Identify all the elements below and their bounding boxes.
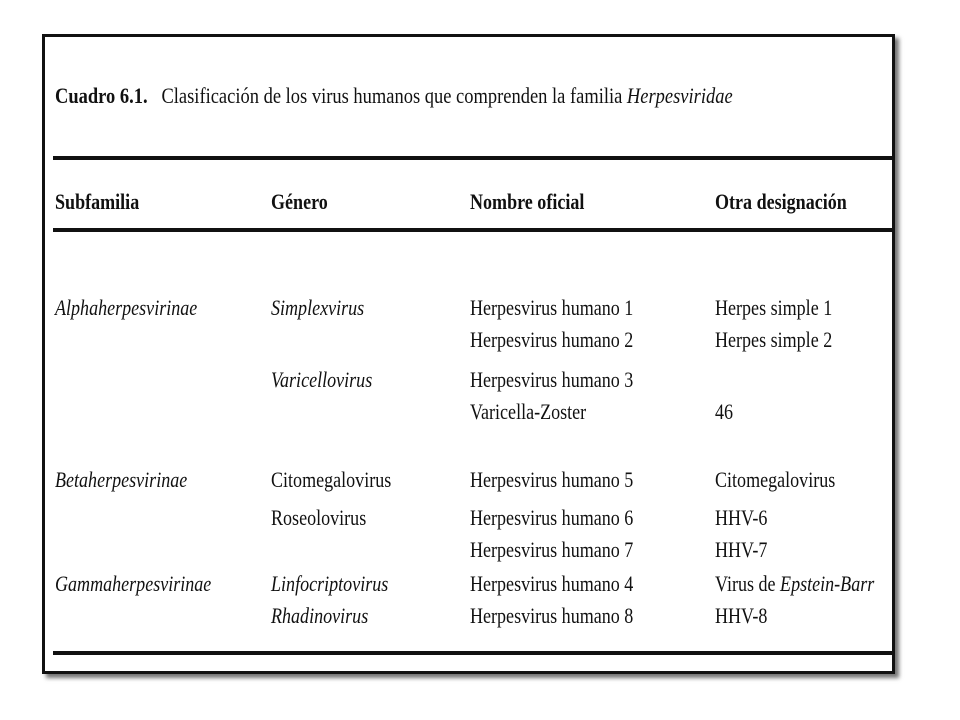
table-caption [55, 83, 733, 109]
cell-otra: HHV-6 [715, 505, 768, 530]
cell-genero: Roseolovirus [271, 505, 367, 530]
header-genero: Género [271, 189, 328, 214]
cell-otra: Herpes simple 2 [715, 327, 833, 352]
cell-nombre: Herpesvirus humano 7 [470, 537, 634, 562]
cell-nombre: Herpesvirus humano 1 [470, 295, 634, 320]
cell-otra: Citomegalovirus [715, 467, 836, 492]
cell-nombre: Herpesvirus humano 5 [470, 467, 634, 492]
header-rule [53, 228, 892, 232]
bottom-rule [53, 651, 892, 655]
cell-nombre: Herpesvirus humano 3 [470, 367, 634, 392]
cell-subfamilia: Betaherpesvirinae [55, 467, 188, 492]
cell-genero: Citomegalovirus [271, 467, 392, 492]
cell-nombre: Herpesvirus humano 8 [470, 603, 634, 628]
cell-otra-prefix: Virus de [715, 571, 776, 596]
cell-nombre: Herpesvirus humano 2 [470, 327, 634, 352]
cell-nombre: Herpesvirus humano 6 [470, 505, 634, 530]
caption-text: Clasificación de los virus humanos que comprenden la familia [161, 83, 623, 108]
table-frame [42, 34, 895, 674]
cell-genero: Rhadinovirus [271, 603, 369, 628]
header-subfamilia: Subfamilia [55, 189, 140, 214]
cell-nombre: Herpesvirus humano 4 [470, 571, 634, 596]
cell-otra: 46 [715, 399, 734, 424]
cell-nombre: Varicella-Zoster [470, 399, 587, 424]
caption-label: Cuadro 6.1. [55, 83, 148, 108]
cell-subfamilia: Gammaherpesvirinae [55, 571, 212, 596]
cell-genero: Linfocriptovirus [271, 571, 389, 596]
caption-family: Herpesviridae [626, 83, 733, 108]
cell-otra [715, 571, 874, 597]
cell-otra: Herpes simple 1 [715, 295, 833, 320]
cell-subfamilia: Alphaherpesvirinae [55, 295, 198, 320]
top-rule [53, 156, 892, 160]
cell-otra-italic: Epstein-Barr [780, 571, 875, 596]
cell-otra: HHV-8 [715, 603, 768, 628]
cell-otra: HHV-7 [715, 537, 768, 562]
header-otra-designacion: Otra designación [715, 189, 847, 214]
cell-genero: Simplexvirus [271, 295, 365, 320]
header-nombre-oficial: Nombre oficial [470, 189, 585, 214]
cell-genero: Varicellovirus [271, 367, 373, 392]
